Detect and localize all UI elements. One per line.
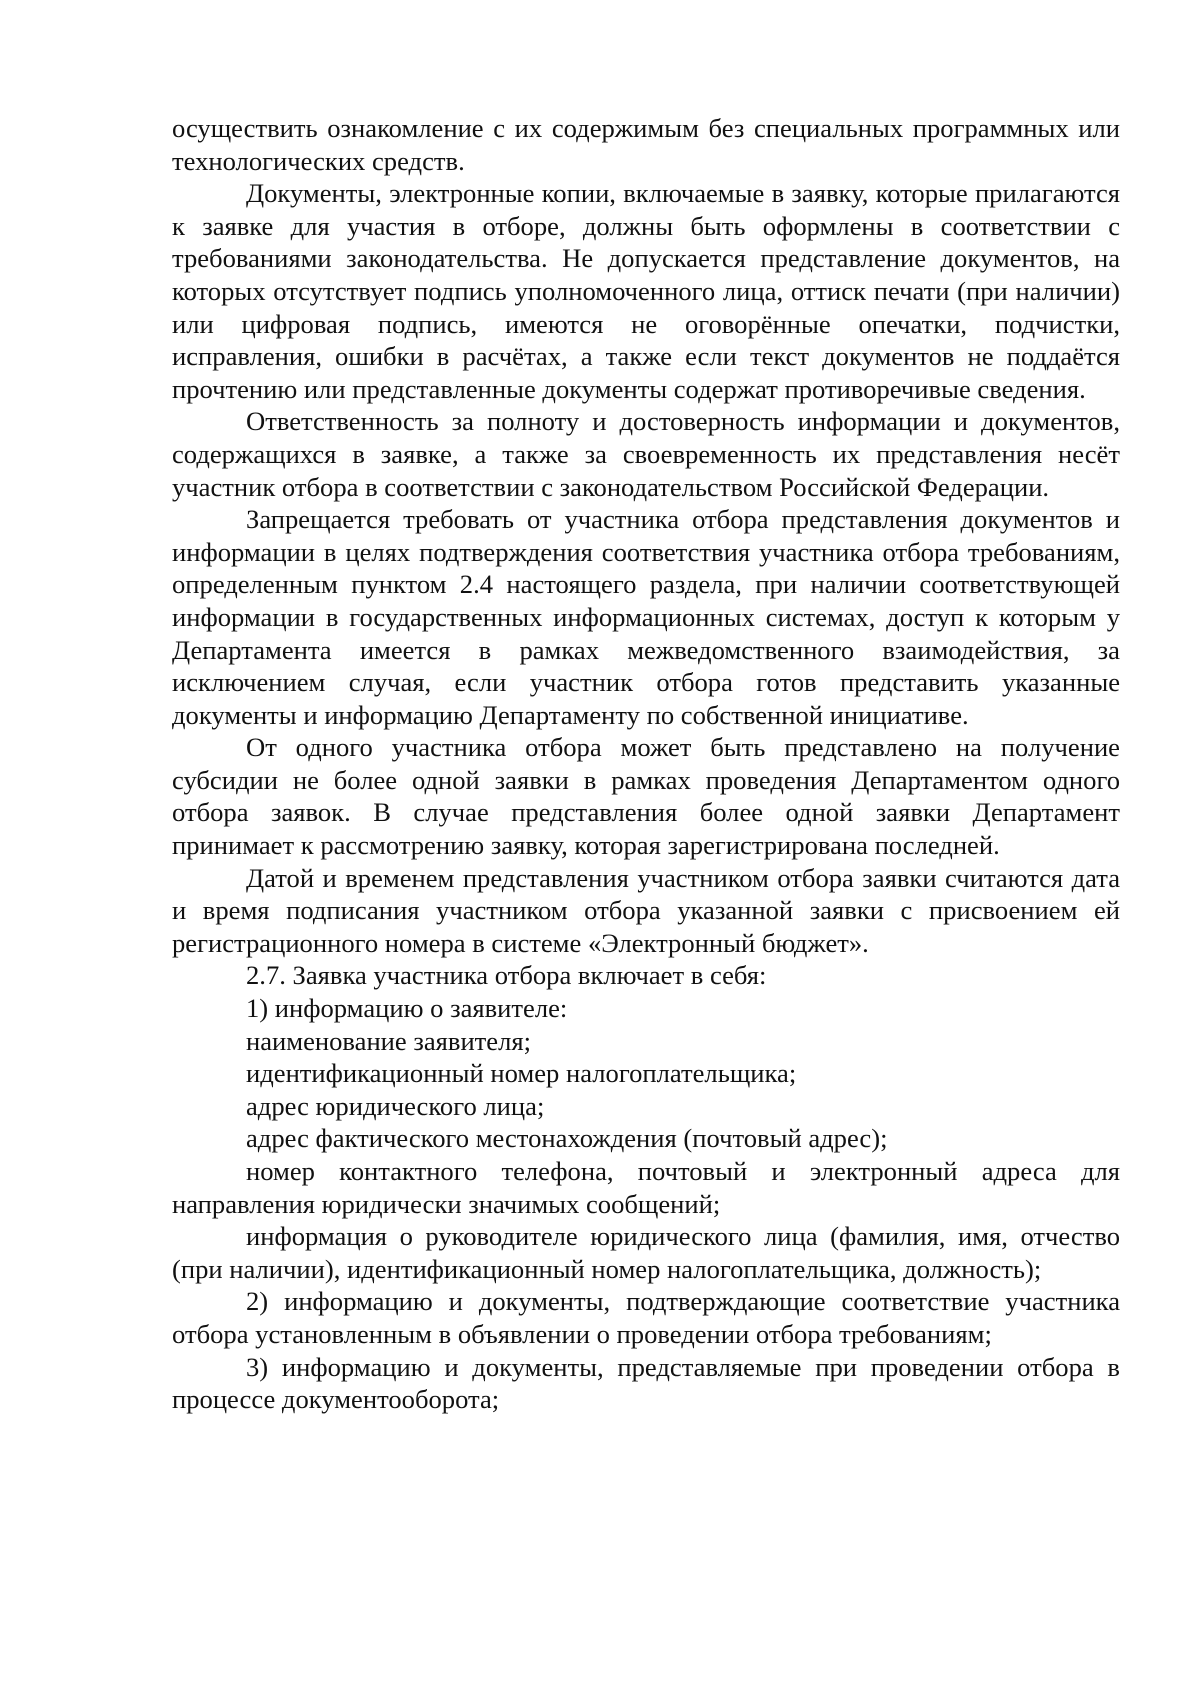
list-item: идентификационный номер налогоплательщика; — [246, 1058, 797, 1089]
list-item: информация о руководителе юридического лица (фамилия, имя, отчество (при наличии), идентификационный номер налогоплательщика, должность); — [172, 1221, 1120, 1284]
paragraph: осуществить ознакомление с их содержимым без специальных программных или технологических средств. — [172, 113, 1120, 176]
paragraph: Датой и временем представления участником отбора заявки считаются дата и время подписания участником отбора указанной заявки с присвоением ей регистрационного номера в системе «Электронный бюджет». — [172, 862, 1120, 958]
list-item: 3) информацию и документы, представляемые при проведении отбора в процессе документооборота; — [172, 1351, 1120, 1415]
paragraph: Ответственность за полноту и достоверность информации и документов, содержащихся в заявке, а также за своевременность их представления несёт участник отбора в соответствии с законодательством Российской Федерации. — [172, 406, 1120, 502]
paragraph: Запрещается требовать от участника отбора представления документов и информации в целях подтверждения соответствия участника отбора требованиям, определенным пунктом 2.4 настоящего раздела, при наличии соответствующей информации в государственных информационных системах, доступ к которым у Департамента имеется в рамках межведомственного взаимодействия, за исключением случая, если участник отбора готов представить указанные документы и информацию Департаменту по собственной инициативе. — [172, 504, 1120, 730]
list-item: адрес юридического лица; — [246, 1090, 545, 1121]
paragraph: Документы, электронные копии, включаемые в заявку, которые прилагаются к заявке для участия в отборе, должны быть оформлены в соответствии с требованиями законодательства. Не допускается представление документов, на которых отсутствует подпись уполномоченного лица, оттиск печати (при наличии) или цифровая подпись, имеются не оговорённые опечатки, подчистки, исправления, ошибки в расчётах, а также если текст документов не поддаётся прочтению или представленные документы содержат противоречивые сведения. — [172, 178, 1120, 404]
list-item: адрес фактического местонахождения (почтовый адрес); — [246, 1123, 888, 1154]
list-item: наименование заявителя; — [246, 1025, 531, 1056]
paragraph: От одного участника отбора может быть представлено на получение субсидии не более одной заявки в рамках проведения Департаментом одного отбора заявок. В случае представления более одной заявки Департамент принимает к рассмотрению заявку, которая зарегистрирована последней. — [172, 732, 1120, 861]
document-page — [172, 112, 1120, 1416]
list-item: номер контактного телефона, почтовый и электронный адреса для направления юридически значимых сообщений; — [172, 1156, 1120, 1219]
section-heading: 2.7. Заявка участника отбора включает в себя: — [246, 960, 767, 991]
list-item: 2) информацию и документы, подтверждающие соответствие участника отбора установленным в объявлении о проведении отбора требованиям; — [172, 1286, 1120, 1349]
list-item: 1) информацию о заявителе: — [246, 993, 568, 1024]
